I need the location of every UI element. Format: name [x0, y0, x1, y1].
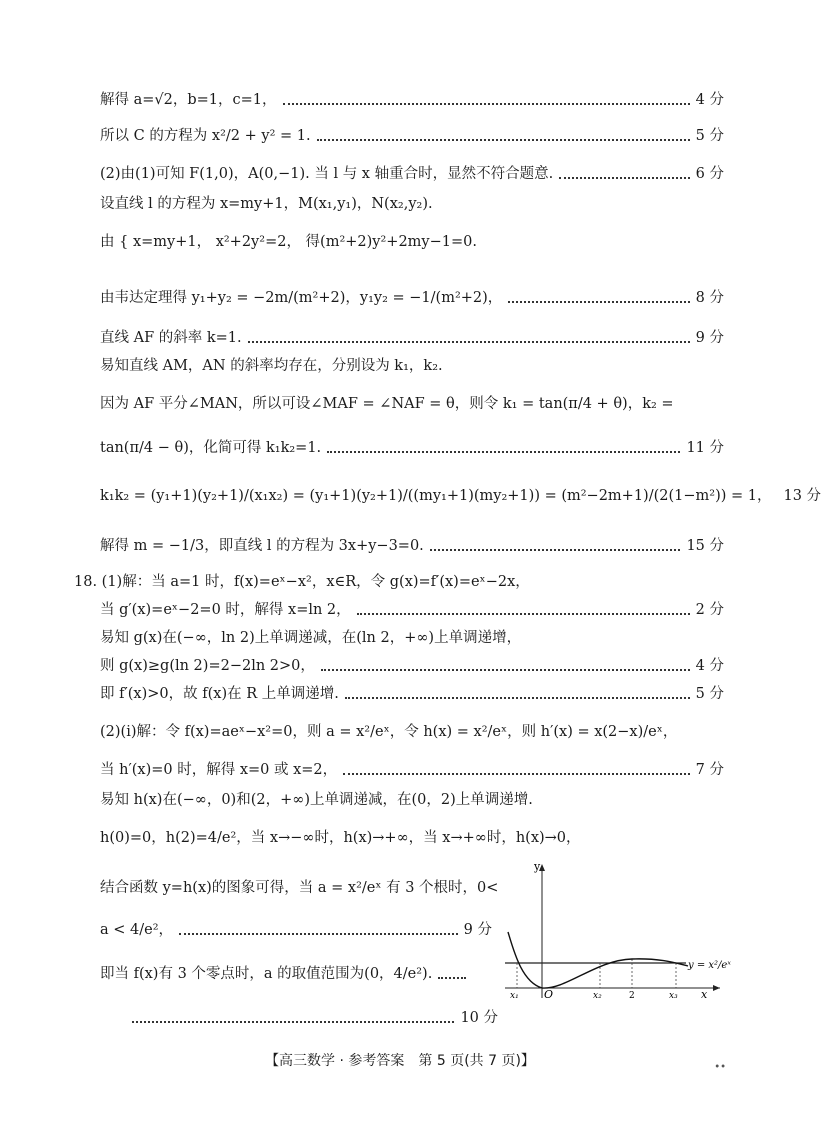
line-text: (2)(ⅰ)解：令 f(x)=aeˣ−x²=0，则 a = x²/eˣ，令 h(x) = x²/eˣ，则 h′(x) = x(2−x)/eˣ， [100, 724, 678, 740]
tick-label-x1: x₁ [510, 991, 519, 1001]
leader-dots [321, 669, 690, 671]
solution-line [100, 440, 724, 457]
line-score: 9 分 [695, 330, 724, 346]
x-axis-arrow [713, 985, 720, 991]
leader-dots [508, 301, 689, 303]
line-score: 10 分 [460, 1010, 498, 1026]
line-text: 直线 AF 的斜率 k=1. [100, 330, 242, 346]
leader-dots [179, 933, 458, 935]
solution-line [132, 1010, 498, 1027]
line-text: tan(π/4 − θ)，化简可得 k₁k₂=1. [100, 440, 322, 456]
line-text: 则 g(x)≥g(ln 2)=2−2ln 2>0， [100, 658, 315, 674]
line-text: (2)由(1)可知 F(1,0)，A(0,−1). 当 l 与 x 轴重合时，显然不符合题意. [100, 166, 554, 182]
solution-line [100, 538, 724, 555]
solution-line [100, 922, 492, 939]
x-axis-label: x [701, 988, 708, 1001]
line-text: 即 f′(x)>0，故 f(x)在 R 上单调递增. [100, 686, 339, 702]
solution-line [74, 574, 724, 591]
line-text: 结合函数 y=h(x)的图象可得，当 a = x²/eˣ 有 3 个根时，0< [100, 880, 499, 896]
solution-line [100, 602, 724, 619]
curve-h-x [508, 932, 688, 988]
line-score: 9 分 [463, 922, 492, 938]
line-text: 易知直线 AM，AN 的斜率均存在，分别设为 k₁，k₂. [100, 358, 443, 374]
leader-dots [357, 613, 690, 615]
leader-dots [559, 177, 689, 179]
leader-dots [283, 103, 690, 105]
line-text: a < 4/e²， [100, 922, 174, 938]
solution-line [100, 658, 724, 675]
leader-dots [248, 341, 690, 343]
line-text: 所以 C 的方程为 x²/2 + y² = 1. [100, 128, 311, 144]
solution-line [100, 880, 500, 897]
corner-mark: •• [714, 1062, 726, 1073]
solution-line [100, 128, 724, 145]
y-axis-label: y [534, 860, 541, 873]
line-text: h(0)=0，h(2)=4/e²，当 x→−∞时，h(x)→+∞，当 x→+∞时，h(x)→0， [100, 830, 581, 846]
tick-label-2: 2 [629, 991, 635, 1001]
solution-line [100, 92, 724, 109]
solution-line [100, 290, 724, 307]
line-score: 6 分 [695, 166, 724, 182]
function-graph [500, 860, 730, 1000]
curve-label: y = x²/eˣ [688, 960, 731, 971]
line-score: 4 分 [695, 92, 724, 108]
line-score: 4 分 [695, 658, 724, 674]
line-score: 2 分 [695, 602, 724, 618]
line-text: 易知 g(x)在(−∞，ln 2)上单调递减，在(ln 2，+∞)上单调递增， [100, 630, 522, 646]
solution-line [100, 166, 724, 183]
leader-dots [132, 1021, 454, 1023]
tick-label-x3: x₃ [669, 991, 678, 1001]
solution-line [100, 234, 724, 251]
leader-dots [317, 139, 690, 141]
leader-dots [438, 977, 466, 979]
solution-line [100, 966, 500, 983]
solution-line [100, 396, 724, 413]
line-score: 8 分 [695, 290, 724, 306]
line-text: 即当 f(x)有 3 个零点时，a 的取值范围为(0，4/e²). [100, 966, 433, 982]
leader-dots [430, 549, 681, 551]
solution-line [100, 196, 724, 213]
solution-line [100, 330, 724, 347]
line-text: 因为 AF 平分∠MAN，所以可设∠MAF = ∠NAF = θ，则令 k₁ = tan(π/4 + θ)，k₂ = [100, 396, 674, 412]
solution-line [100, 724, 724, 741]
line-score: 15 分 [686, 538, 724, 554]
line-text: 设直线 l 的方程为 x=my+1，M(x₁,y₁)，N(x₂,y₂). [100, 196, 433, 212]
line-score: 11 分 [686, 440, 724, 456]
line-score: 13 分 [783, 488, 821, 504]
leader-dots [327, 451, 680, 453]
solution-line [100, 762, 724, 779]
tick-label-x2: x₂ [593, 991, 602, 1001]
line-text: 解得 a=√2，b=1，c=1， [100, 92, 277, 108]
solution-line [100, 686, 724, 703]
leader-dots [343, 773, 690, 775]
leader-dots [345, 697, 690, 699]
line-score: 5 分 [695, 128, 724, 144]
line-text: 由 { x=my+1， x²+2y²=2， 得(m²+2)y²+2my−1=0. [100, 234, 477, 250]
page-footer: 【高三数学 · 参考答案 第 5 页(共 7 页)】 [265, 1053, 535, 1069]
solution-line [100, 830, 724, 847]
line-text: 由韦达定理得 y₁+y₂ = −2m/(m²+2)，y₁y₂ = −1/(m²+2)， [100, 290, 503, 306]
line-text: 易知 h(x)在(−∞，0)和(2，+∞)上单调递减，在(0，2)上单调递增. [100, 792, 533, 808]
solution-line [100, 488, 821, 505]
solution-line [100, 630, 724, 647]
line-score: 5 分 [695, 686, 724, 702]
line-text: 解得 m = −1/3，即直线 l 的方程为 3x+y−3=0. [100, 538, 424, 554]
line-text: k₁k₂ = (y₁+1)(y₂+1)/(x₁x₂) = (y₁+1)(y₂+1)/((my₁+1)(my₂+1)) = (m²−2m+1)/(2(1−m²)) = 1， [100, 488, 772, 504]
line-text: 当 g′(x)=eˣ−2=0 时，解得 x=ln 2， [100, 602, 351, 618]
line-text: 18. (1)解：当 a=1 时，f(x)=eˣ−x²，x∈R，令 g(x)=f′(x)=eˣ−2x， [74, 574, 530, 590]
origin-label: O [544, 988, 554, 1001]
solution-line [100, 358, 724, 375]
solution-line [100, 792, 724, 809]
line-score: 7 分 [695, 762, 724, 778]
line-text: 当 h′(x)=0 时，解得 x=0 或 x=2， [100, 762, 338, 778]
